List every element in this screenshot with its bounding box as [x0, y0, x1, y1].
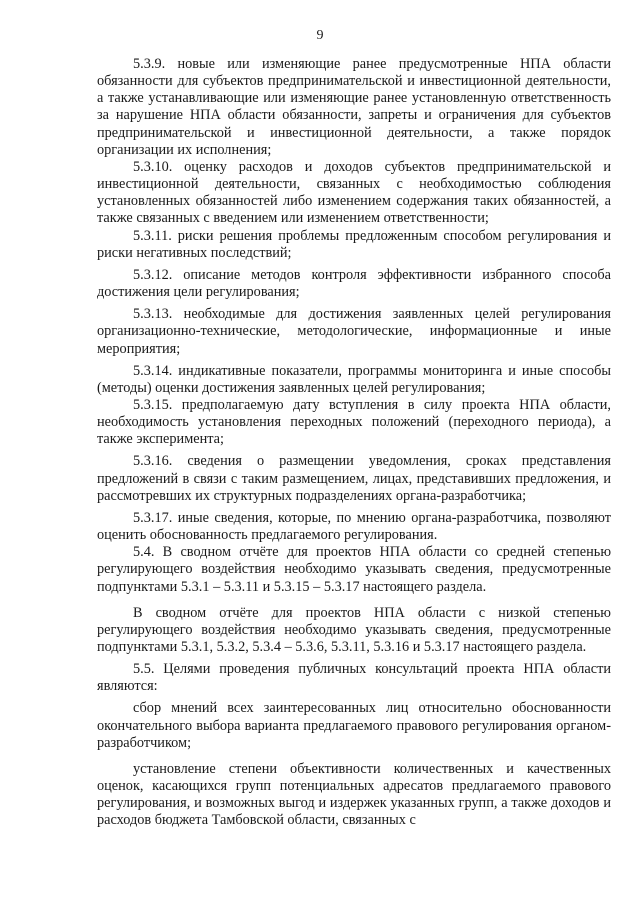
paragraph-5-4: 5.4. В сводном отчёте для проектов НПА области со средней степенью регулирующего воздействия необходимо указывать сведения, предусмотренные подпунктами 5.3.1 – 5.3.11 и 5.3.15 – 5.3.17 настоящего раздела. — [97, 544, 611, 595]
paragraph-goal-objectivity: установление степени объективности количественных и качественных оценок, касающихся групп потенциальных адресатов предлагаемого правового регулирования, и возможных выгод и издержек указанных групп, а также доходов и расходов бюджета Тамбовской области, связанных с — [97, 760, 611, 829]
paragraph-5-5: 5.5. Целями проведения публичных консультаций проекта НПА области являются: — [97, 661, 611, 695]
paragraph-5-3-12: 5.3.12. описание методов контроля эффективности избранного способа достижения цели регулирования; — [97, 266, 611, 301]
document-body — [97, 56, 611, 830]
paragraph-5-3-15: 5.3.15. предполагаемую дату вступления в силу проекта НПА области, необходимость установления переходных положений (переходного периода), а также эксперимента; — [97, 396, 611, 448]
paragraph-5-3-10: 5.3.10. оценку расходов и доходов субъектов предпринимательской и инвестиционной деятельности, связанных с необходимостью соблюдения установленных обязанностей либо изменением содержания таких обязанностей, а также связанных с введением или изменением ответственности; — [97, 158, 611, 227]
paragraph-5-3-11: 5.3.11. риски решения проблемы предложенным способом регулирования и риски негативных последствий; — [97, 227, 611, 261]
paragraph-5-3-13: 5.3.13. необходимые для достижения заявленных целей регулирования организационно-технические, методологические, информационные и иные мероприятия; — [97, 306, 611, 357]
paragraph-5-3-17: 5.3.17. иные сведения, которые, по мнению органа-разработчика, позволяют оценить обоснованность предлагаемого регулирования. — [97, 509, 611, 544]
paragraph-low-impact: В сводном отчёте для проектов НПА области с низкой степенью регулирующего воздействия необходимо указывать сведения, предусмотренные подпунктами 5.3.1, 5.3.2, 5.3.4 – 5.3.6, 5.3.11, 5.3.16 и 5.3.17 настоящего раздела. — [97, 604, 611, 655]
paragraph-5-3-16: 5.3.16. сведения о размещении уведомления, сроках представления предложений в связи с таким размещением, лицах, представивших предложения, и рассмотревших их структурных подразделениях органа-разработчика; — [97, 453, 611, 504]
page-number: 9 — [316, 28, 324, 43]
paragraph-5-3-14: 5.3.14. индикативные показатели, программы мониторинга и иные способы (методы) оценки достижения заявленных целей регулирования; — [97, 362, 611, 396]
paragraph-goal-opinions: сбор мнений всех заинтересованных лиц относительно обоснованности окончательного выбора варианта предлагаемого правового регулирования органом-разработчиком; — [97, 700, 611, 751]
paragraph-5-3-9: 5.3.9. новые или изменяющие ранее предусмотренные НПА области обязанности для субъектов предпринимательской и инвестиционной деятельности, а также устанавливающие или изменяющие ранее установленную ответственность за нарушение НПА области обязанности, запреты и ограничения для субъектов предпринимательской и инвестиционной деятельности, а также порядок организации их исполнения; — [97, 56, 611, 158]
